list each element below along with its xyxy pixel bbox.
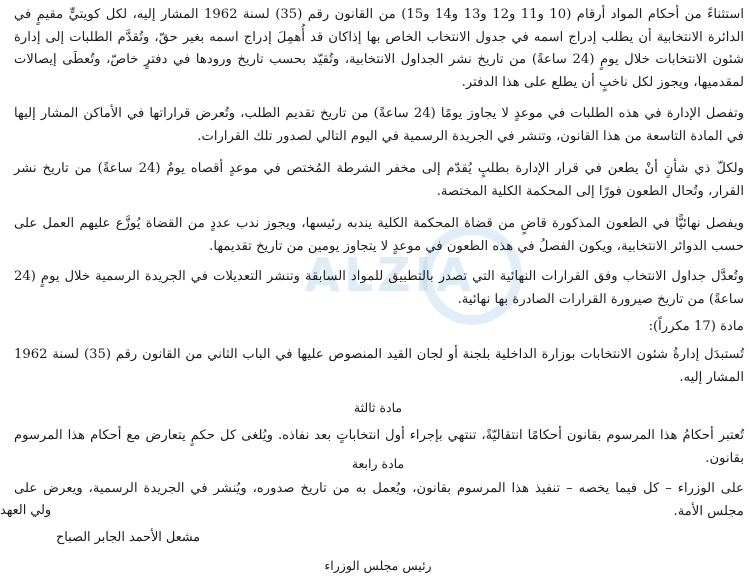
article-17-bis-title: مادة (17 مكرراً): <box>648 319 744 334</box>
crown-prince-title: ولي العهد <box>0 503 52 518</box>
paragraph-administration-decision: وتفصل الإدارة في هذه الطلبات في موعدٍ لا يجاوز يومًا (24 ساعةً) من تاريخ تقديم الطلب، وتُعرض قراراتها في الأماكن المشار إليها في المادة التاسعة من هذا القانون، وتنشر في الجريدة الرسمية في اليوم التالي لصدور تلك القرارات. <box>14 106 744 144</box>
paragraph-replacement: تُستبدَل إدارةُ شئون الانتخابات بوزارة الداخلية بلجنة أو لجان القيد المنصوص عليها في الباب الثاني من القانون رقم (35) لسنة 1962 المشار إليه. <box>14 347 744 385</box>
article-three-title: مادة ثالثة <box>353 400 403 415</box>
paragraph-voter-registration: استثناءً من أحكام المواد أرقام (10 و11 و12 و13 و14 و15) من القانون رقم (35) لسنة 1962 المشار إليه، لكل كويتيٍّ مقيمٍ في الدائرة الانتخابية أن يطلب إدراج اسمه في جدول الانتخاب الخاص بها إذاكان قد أُهمِلَ إدراج اسمه بغير حقّ، وتُقدَّم الطلبات إلى إدارة شئون الانتخابات خلال يومٍ (24 ساعةً) من تاريخ نشر الجداول الانتخابية، وتُقيّد بحسب تاريخ ورودها في دفترٍ خاصّ، وتُعطَى إيصالات لمقدميها، ويجوز لكل ناخبٍ أن يطلع على هذا الدفتر. <box>14 7 745 90</box>
crown-prince-name: مشعل الأحمد الجابر الصباح <box>56 530 201 545</box>
paragraph-transitional: تُعتبر أحكامُ هذا المرسوم بقانون أحكامًا انتقاليّةً، تنتهي بإجراء أول انتخاباتٍ بعد نفاذه. ويُلغى كل حكمٍ يتعارض مع أحكام هذا المرسوم بقانون. <box>14 428 744 466</box>
paragraph-tables-amendment: وتُعدَّل جداول الانتخاب وفق القرارات النهائية التي تصدر بالتطبيق للمواد السابقة وتنشر التعديلات في الجريدة الرسمية خلال يومٍ (24 ساعةً) من تاريخ صيرورة القرارات الصادرة بها نهائية. <box>14 269 744 307</box>
paragraph-judge-ruling: ويفصل نهائيًّا في الطعون المذكورة قاضٍ من قضاة المحكمة الكلية يندبه رئيسها، ويجوز ندب عددٍ من القضاة يُوزَّع عليهم العمل على حسب الدوائر الانتخابية، ويكون الفصلُ في هذه الطعون في موعدٍ لا يتجاوز يومين من تاريخ تقديمها. <box>14 216 744 254</box>
paragraph-appeal-right: ولكلّ ذي شأنٍ أنْ يطعن في قرار الإدارة بطلبٍ يُقدّم إلى مخفر الشرطة المُختص في موعدٍ أقصاه يومٌ (24 ساعةً) من تاريخ نشر القرار، وتُحال الطعون فورًا إلى المحكمة الكلية المختصة. <box>14 161 744 199</box>
watermark-text: ALZIA <box>304 248 476 302</box>
prime-minister-title: رئيس مجلس الوزراء <box>324 558 432 573</box>
article-four-title: مادة رابعة <box>351 456 405 471</box>
paragraph-execution: على الوزراء – كل فيما يخصه – تنفيذ هذا المرسوم بقانون، ويُعمل به من تاريخ صدوره، ويُنشر في الجريدة الرسمية، ويعرض على مجلس الأمة. <box>14 481 744 519</box>
